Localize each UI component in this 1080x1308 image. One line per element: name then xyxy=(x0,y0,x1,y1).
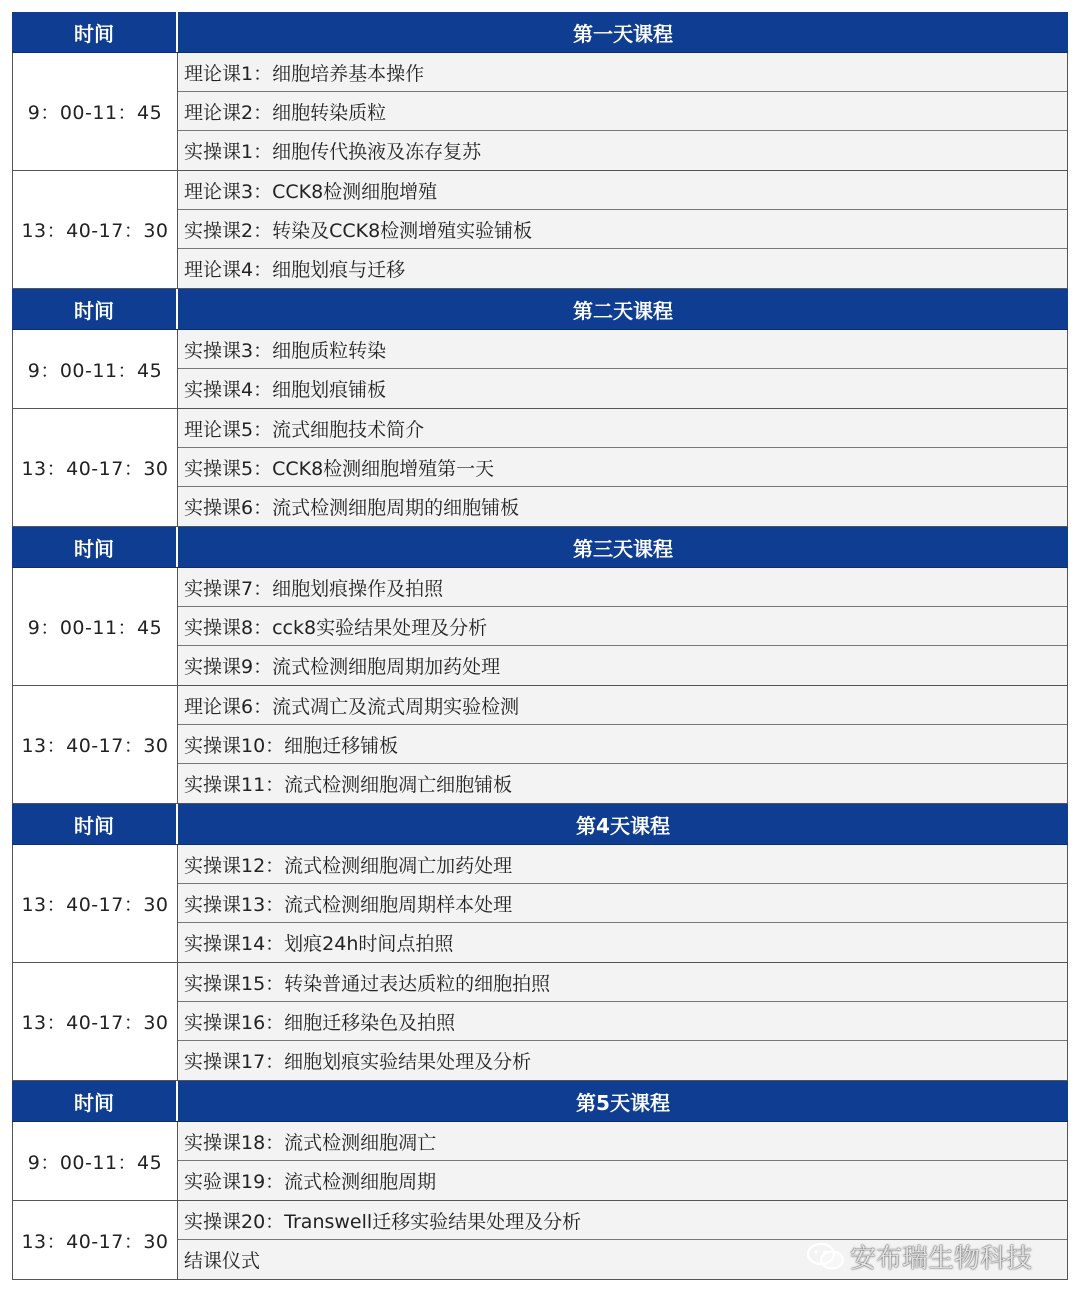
time-column-header: 时间 xyxy=(12,1081,178,1121)
session-items xyxy=(178,568,1067,685)
day-header-row xyxy=(12,804,1068,845)
time-column-header: 时间 xyxy=(12,804,178,844)
session-time: 13：40-17：30 xyxy=(13,963,178,1080)
course-item: 实操课4：细胞划痕铺板 xyxy=(178,369,1067,408)
session-time: 13：40-17：30 xyxy=(13,686,178,803)
course-item: 实操课1：细胞传代换液及冻存复苏 xyxy=(178,131,1067,170)
session-group xyxy=(12,53,1068,171)
course-item: 实操课18：流式检测细胞凋亡 xyxy=(178,1122,1067,1161)
time-column-header: 时间 xyxy=(12,12,178,52)
session-items xyxy=(178,171,1067,288)
session-group xyxy=(12,963,1068,1081)
session-items xyxy=(178,53,1067,170)
day-title: 第三天课程 xyxy=(573,536,673,561)
session-time: 13：40-17：30 xyxy=(13,409,178,526)
wechat-icon xyxy=(806,1241,846,1273)
course-item: 实操课6：流式检测细胞周期的细胞铺板 xyxy=(178,487,1067,526)
session-group xyxy=(12,845,1068,963)
watermark-text: 安布瑞生物科技 xyxy=(850,1244,1033,1274)
course-item: 实操课17：细胞划痕实验结果处理及分析 xyxy=(178,1041,1067,1080)
course-item: 实操课20：Transwell迁移实验结果处理及分析 xyxy=(178,1201,1067,1240)
course-item: 实操课8：cck8实验结果处理及分析 xyxy=(178,607,1067,646)
day-title: 第5天课程 xyxy=(576,1090,670,1115)
course-item: 理论课5：流式细胞技术简介 xyxy=(178,409,1067,448)
course-item: 结课仪式 xyxy=(178,1240,1067,1279)
session-group xyxy=(12,171,1068,289)
session-time: 13：40-17：30 xyxy=(13,845,178,962)
session-items xyxy=(178,845,1067,962)
course-item: 实操课10：细胞迁移铺板 xyxy=(178,725,1067,764)
course-item: 实操课2：转染及CCK8检测增殖实验铺板 xyxy=(178,210,1067,249)
session-time: 9：00-11：45 xyxy=(13,330,178,408)
course-item: 实操课12：流式检测细胞凋亡加药处理 xyxy=(178,845,1067,884)
course-item: 理论课6：流式凋亡及流式周期实验检测 xyxy=(178,686,1067,725)
course-item: 实操课13：流式检测细胞周期样本处理 xyxy=(178,884,1067,923)
course-item: 实操课7：细胞划痕操作及拍照 xyxy=(178,568,1067,607)
course-item: 实操课15：转染普通过表达质粒的细胞拍照 xyxy=(178,963,1067,1002)
course-item: 理论课4：细胞划痕与迁移 xyxy=(178,249,1067,288)
time-column-header: 时间 xyxy=(12,289,178,329)
session-time: 13：40-17：30 xyxy=(13,171,178,288)
session-items xyxy=(178,1122,1067,1200)
session-time: 13：40-17：30 xyxy=(13,1201,178,1279)
session-items xyxy=(178,409,1067,526)
course-item: 实验课19：流式检测细胞周期 xyxy=(178,1161,1067,1200)
day-title: 第一天课程 xyxy=(573,21,673,46)
course-item: 理论课2：细胞转染质粒 xyxy=(178,92,1067,131)
course-item: 实操课3：细胞质粒转染 xyxy=(178,330,1067,369)
session-time: 9：00-11：45 xyxy=(13,53,178,170)
watermark xyxy=(806,1238,1032,1275)
day-header-row xyxy=(12,527,1068,568)
day-title: 第4天课程 xyxy=(576,813,670,838)
course-item: 实操课16：细胞迁移染色及拍照 xyxy=(178,1002,1067,1041)
course-item: 理论课1：细胞培养基本操作 xyxy=(178,53,1067,92)
time-column-header: 时间 xyxy=(12,527,178,567)
session-group xyxy=(12,686,1068,804)
session-time: 9：00-11：45 xyxy=(13,1122,178,1200)
course-item: 实操课9：流式检测细胞周期加药处理 xyxy=(178,646,1067,685)
course-item: 实操课14：划痕24h时间点拍照 xyxy=(178,923,1067,962)
session-group xyxy=(12,330,1068,409)
session-time: 9：00-11：45 xyxy=(13,568,178,685)
session-items xyxy=(178,963,1067,1080)
session-items xyxy=(178,686,1067,803)
schedule-table xyxy=(12,12,1068,1280)
session-group xyxy=(12,409,1068,527)
course-item: 实操课5：CCK8检测细胞增殖第一天 xyxy=(178,448,1067,487)
day-title: 第二天课程 xyxy=(573,298,673,323)
session-group xyxy=(12,1122,1068,1201)
course-item: 实操课11：流式检测细胞凋亡细胞铺板 xyxy=(178,764,1067,803)
course-item: 理论课3：CCK8检测细胞增殖 xyxy=(178,171,1067,210)
day-header-row xyxy=(12,289,1068,330)
session-items xyxy=(178,330,1067,408)
session-group xyxy=(12,568,1068,686)
day-header-row xyxy=(12,1081,1068,1122)
day-header-row xyxy=(12,12,1068,53)
